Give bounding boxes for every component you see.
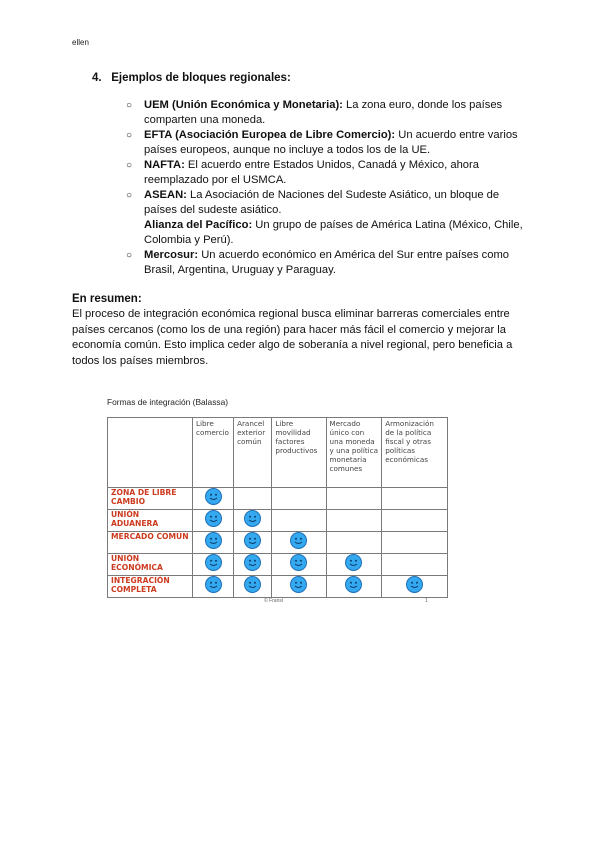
block-description: Un grupo de países de América Latina (México, Chile, Colombia y Perú). — [144, 219, 523, 246]
smiley-icon — [345, 576, 362, 593]
smiley-icon — [244, 576, 261, 593]
table-cell — [326, 510, 382, 532]
table-cell — [382, 554, 448, 576]
list-item — [126, 188, 526, 218]
row-label: ZONA DE LIBRE CAMBIO — [108, 488, 193, 510]
smiley-icon — [205, 510, 222, 527]
block-description: Un acuerdo entre varios países europeos, aunque no incluye a todos los de la UE. — [144, 129, 518, 156]
table-cell — [272, 576, 326, 598]
row-label: INTEGRACIÓN COMPLETA — [108, 576, 193, 598]
table-row — [108, 532, 448, 554]
row-label: UNIÓN ADUANERA — [108, 510, 193, 532]
column-header: Armonización de la política fiscal y otras políticas económicas — [382, 418, 448, 488]
table-cell — [382, 532, 448, 554]
table-cell — [234, 554, 272, 576]
block-term: UEM (Unión Económica y Monetaria): — [144, 99, 343, 111]
row-label: UNIÓN ECONÓMICA — [108, 554, 193, 576]
regional-blocks-list — [126, 98, 526, 278]
list-item — [126, 98, 526, 128]
smiley-icon — [290, 532, 307, 549]
smiley-icon — [345, 554, 362, 571]
smiley-icon — [290, 554, 307, 571]
balassa-table — [107, 417, 448, 598]
smiley-icon — [244, 554, 261, 571]
image-credit: © Fransl — [264, 598, 283, 604]
page-header: ellen — [72, 38, 89, 47]
row-label: MERCADO COMÚN — [108, 532, 193, 554]
table-cell — [272, 488, 326, 510]
table-cell — [382, 510, 448, 532]
section-title-text: Ejemplos de bloques regionales: — [111, 72, 291, 84]
table-row — [108, 488, 448, 510]
hollow-circle-bullet-icon: ○ — [126, 250, 133, 261]
column-header: Libre movilidad factores productivos — [272, 418, 326, 488]
table-cell — [382, 576, 448, 598]
table-cell — [193, 576, 234, 598]
table-cell — [193, 554, 234, 576]
block-term: Mercosur: — [144, 249, 199, 261]
table-cell — [234, 532, 272, 554]
block-description: Un acuerdo económico en América del Sur entre países como Brasil, Argentina, Uruguay y Paraguay. — [144, 249, 510, 276]
smiley-icon — [205, 532, 222, 549]
smiley-icon — [205, 488, 222, 505]
hollow-circle-bullet-icon: ○ — [126, 190, 133, 201]
column-header: Mercado único con una moneda y una política monetaria comunes — [326, 418, 382, 488]
table-row — [108, 510, 448, 532]
table-title: Formas de integración (Balassa) — [107, 397, 229, 407]
smiley-icon — [205, 554, 222, 571]
block-term: NAFTA: — [144, 159, 185, 171]
table-cell — [326, 554, 382, 576]
smiley-icon — [290, 576, 307, 593]
hollow-circle-bullet-icon: ○ — [126, 130, 133, 141]
list-item — [126, 158, 526, 188]
table-cell — [193, 532, 234, 554]
block-description: La zona euro, donde los países comparten una moneda. — [144, 99, 503, 126]
table-cell — [326, 488, 382, 510]
table-header-row — [108, 418, 448, 488]
table-cell — [272, 554, 326, 576]
image-page-number: 1 — [425, 598, 428, 604]
table-cell — [382, 488, 448, 510]
smiley-icon — [244, 510, 261, 527]
block-description: La Asociación de Naciones del Sudeste Asiático, un bloque de países del sudeste asiático. — [144, 189, 500, 216]
column-header: Libre comercio — [193, 418, 234, 488]
block-term: Alianza del Pacífico: — [144, 219, 253, 231]
section-number: 4. — [92, 72, 102, 84]
list-item — [126, 248, 526, 278]
block-description: El acuerdo entre Estados Unidos, Canadá y México, ahora reemplazado por el USMCA. — [144, 159, 479, 186]
table-row — [108, 554, 448, 576]
summary-title: En resumen: — [72, 293, 142, 305]
table-corner-cell — [108, 418, 193, 488]
block-term: ASEAN: — [144, 189, 187, 201]
smiley-icon — [205, 576, 222, 593]
block-term: EFTA (Asociación Europea de Libre Comercio): — [144, 129, 396, 141]
list-item — [126, 218, 526, 248]
table-cell — [326, 576, 382, 598]
table-cell — [193, 488, 234, 510]
table-cell — [234, 510, 272, 532]
hollow-circle-bullet-icon: ○ — [126, 160, 133, 171]
smiley-icon — [244, 532, 261, 549]
table-cell — [326, 532, 382, 554]
list-item — [126, 128, 526, 158]
column-header: Arancel exterior común — [234, 418, 272, 488]
section-title — [92, 72, 291, 84]
table-cell — [234, 488, 272, 510]
hollow-circle-bullet-icon: ○ — [126, 100, 133, 111]
table-cell — [272, 510, 326, 532]
table-cell — [272, 532, 326, 554]
summary-text: El proceso de integración económica regional busca eliminar barreras comerciales entre países cercanos (como los de una región) para hacer más fácil el comercio y mejorar la economía común. Esto implica ceder algo de soberanía a nivel regional, pero beneficia a todos los países miembros. — [72, 308, 513, 367]
smiley-icon — [406, 576, 423, 593]
table-row — [108, 576, 448, 598]
table-cell — [193, 510, 234, 532]
table-cell — [234, 576, 272, 598]
